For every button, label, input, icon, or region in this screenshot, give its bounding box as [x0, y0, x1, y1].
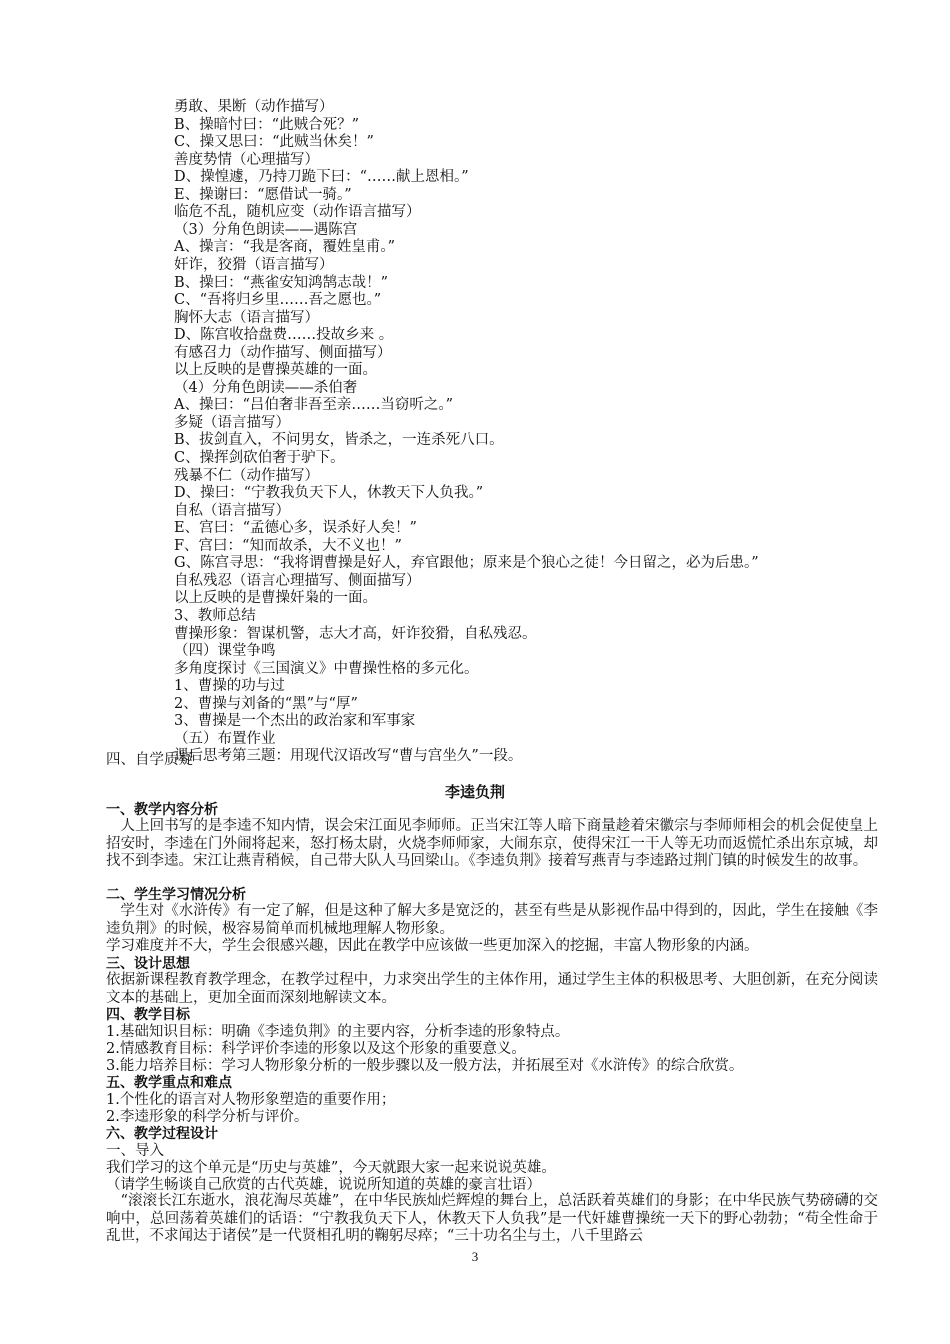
lesson-step-line: E、操谢曰：“愿借试一骑。”	[174, 186, 352, 203]
lesson-step-line: F、宫曰：“知而故杀，大不义也！”	[174, 537, 402, 554]
lesson-step-line: 奸诈，狡猾（语言描写）	[174, 256, 334, 273]
lesson-step-line: 善度势情（心理描写）	[174, 151, 319, 168]
lesson-step-line: B、操曰：“燕雀安知鸿鹄志哉！”	[174, 274, 388, 291]
lesson-step-line: （五）布置作业	[174, 730, 276, 747]
lesson-step-line: 临危不乱，随机应变（动作语言描写）	[174, 204, 421, 221]
lesson-step-line: 1、曹操的功与过	[174, 678, 285, 695]
lesson-step-line: D、操惶遽，乃持刀跪下曰：“……献上恩相。”	[174, 169, 469, 186]
key-point-item: 2.李逵形象的科学分析与评价。	[106, 1109, 309, 1125]
lesson-step-line: C、“吾将归乡里……吾之愿也。”	[174, 292, 382, 309]
lesson-step-line: 2、曹操与刘备的“黑”与“厚”	[174, 695, 358, 712]
key-point-item: 1.个性化的语言对人物形象塑造的重要作用；	[106, 1092, 396, 1108]
intro-line: 我们学习的这个单元是“历史与英雄”，今天就跟大家一起来说说英雄。	[106, 1160, 556, 1176]
goal-item: 1.基础知识目标：明确《李逵负荆》的主要内容，分析李逵的形象特点。	[106, 1024, 570, 1040]
para-student-analysis: 学生对《水浒传》有一定了解，但是这种了解大多是宽泛的，甚至有些是从影视作品中得到的，因此，学生在接触《李逵负荆》的时候，极容易简单而机械地理解人物形象。	[106, 903, 878, 937]
lesson-step-line: 课后思考第三题：用现代汉语改写“曹与宫坐久”一段。	[174, 748, 523, 765]
heading-process-design: 六、教学过程设计	[106, 1126, 218, 1142]
page-number: 3	[471, 1249, 479, 1264]
lesson-step-line: D、陈宫收拾盘费……投故乡来 。	[174, 327, 394, 344]
lesson-step-line: 多疑（语言描写）	[174, 414, 290, 431]
lesson-step-line: 残暴不仁（动作描写）	[174, 467, 319, 484]
lesson-step-line: （3）分角色朗读——遇陈宫	[174, 221, 358, 238]
lesson-step-line: G、陈宫寻思：“我将谓曹操是好人，弃官跟他；原来是个狼心之徒！今日留之，必为后患。”	[174, 555, 759, 572]
lesson-step-line: A、操言：“我是客商，覆姓皇甫。”	[174, 239, 396, 256]
lesson-step-line: 有感召力（动作描写、侧面描写）	[174, 344, 392, 361]
lesson-step-line: E、宫曰：“孟德心多，误杀好人矣！”	[174, 520, 417, 537]
section-self-study: 四、自学质疑	[106, 752, 193, 768]
goal-item: 2.情感教育目标：科学评价李逵的形象以及这个形象的重要意义。	[106, 1041, 526, 1057]
heading-key-points: 五、教学重点和难点	[106, 1075, 232, 1091]
lesson-title: 李逵负荆	[444, 783, 505, 801]
para-content-analysis: 人上回书写的是李逵不知内情，误会宋江面见李师师。正当宋江等人暗下商量趁着宋徽宗与李师师相会的机会促使皇上招安时，李逵在门外闹将起来，怒打杨太尉，火烧李师师家，大闹东京，使得宋江一干人等无功而返慌忙杀出东京城，却找不到李逵。宋江让燕青稍候，自己带大队人马回梁山。《李逵负荆》接着写燕青与李逵路过荆门镇的时候发生的故事。	[106, 818, 878, 869]
para-design-thought: 依据新课程教育教学理念，在教学过程中，力求突出学生的主体作用，通过学生主体的积极思考、大胆创新，在充分阅读文本的基础上，更加全面而深刻地解读文本。	[106, 972, 878, 1006]
lesson-step-line: A、操曰：“吕伯奢非吾至亲……当窃听之。”	[174, 397, 454, 414]
lesson-step-line: （4）分角色朗读——杀伯奢	[174, 379, 358, 396]
intro-note: （请学生畅谈自己欣赏的古代英雄，说说所知道的英雄的豪言壮语）	[106, 1177, 541, 1193]
lesson-step-line: 以上反映的是曹操英雄的一面。	[174, 362, 377, 379]
heading-design-thought: 三、设计思想	[106, 956, 190, 972]
lesson-step-line: C、操挥剑砍伯奢于驴下。	[174, 450, 345, 466]
lesson-step-line: 勇敢、果断（动作描写）	[174, 99, 334, 115]
lesson-step-line: 自私残忍（语言心理描写、侧面描写）	[174, 572, 421, 589]
lesson-step-line: C、操又思曰：“此贼当休矣！”	[174, 134, 374, 151]
subheading-intro: 一、导入	[106, 1143, 164, 1159]
lesson-step-line: 曹操形象：智谋机警，志大才高，奸诈狡猾，自私残忍。	[174, 625, 537, 642]
goal-item: 3.能力培养目标：学习人物形象分析的一般步骤以及一般方法，并拓展至对《水浒传》的综合欣赏。	[106, 1058, 744, 1074]
heading-student-analysis: 二、学生学习情况分析	[106, 887, 246, 903]
lesson-step-line: 以上反映的是曹操奸枭的一面。	[174, 590, 377, 607]
lesson-step-line: D、操曰：“宁教我负天下人，休教天下人负我。”	[174, 485, 484, 502]
heading-teaching-goals: 四、教学目标	[106, 1007, 190, 1023]
lesson-step-line: 3、教师总结	[174, 607, 256, 624]
lesson-step-line: B、操暗忖曰：“此贼合死？”	[174, 116, 359, 133]
heading-content-analysis: 一、教学内容分析	[106, 802, 218, 818]
lesson-step-line: 胸怀大志（语言描写）	[174, 309, 319, 326]
lesson-step-line: （四）课堂争鸣	[174, 643, 276, 660]
para-student-difficulty: 学习难度并不大，学生会很感兴趣，因此在教学中应该做一些更加深入的挖掘，丰富人物形象的内涵。	[106, 938, 759, 954]
lesson-step-line: 3、曹操是一个杰出的政治家和军事家	[174, 713, 416, 730]
lesson-step-line: 多角度探讨《三国演义》中曹操性格的多元化。	[174, 660, 479, 677]
lesson-step-line: B、拔剑直入，不问男女，皆杀之，一连杀死八口。	[174, 432, 504, 449]
lesson-step-line: 自私（语言描写）	[174, 502, 290, 519]
para-heroes: “滚滚长江东逝水，浪花淘尽英雄”，在中华民族灿烂辉煌的舞台上，总活跃着英雄们的身影；在中华民族气势磅礴的交响中，总回荡着英雄们的话语：“宁教我负天下人，休教天下人负我”是一代奸雄曹操统一天下的野心勃勃；“苟全性命于乱世，不求闻达于诸侯”是一代贤相孔明的鞠躬尽瘁；“三十功名尘与土，八千里路云	[106, 1193, 878, 1244]
